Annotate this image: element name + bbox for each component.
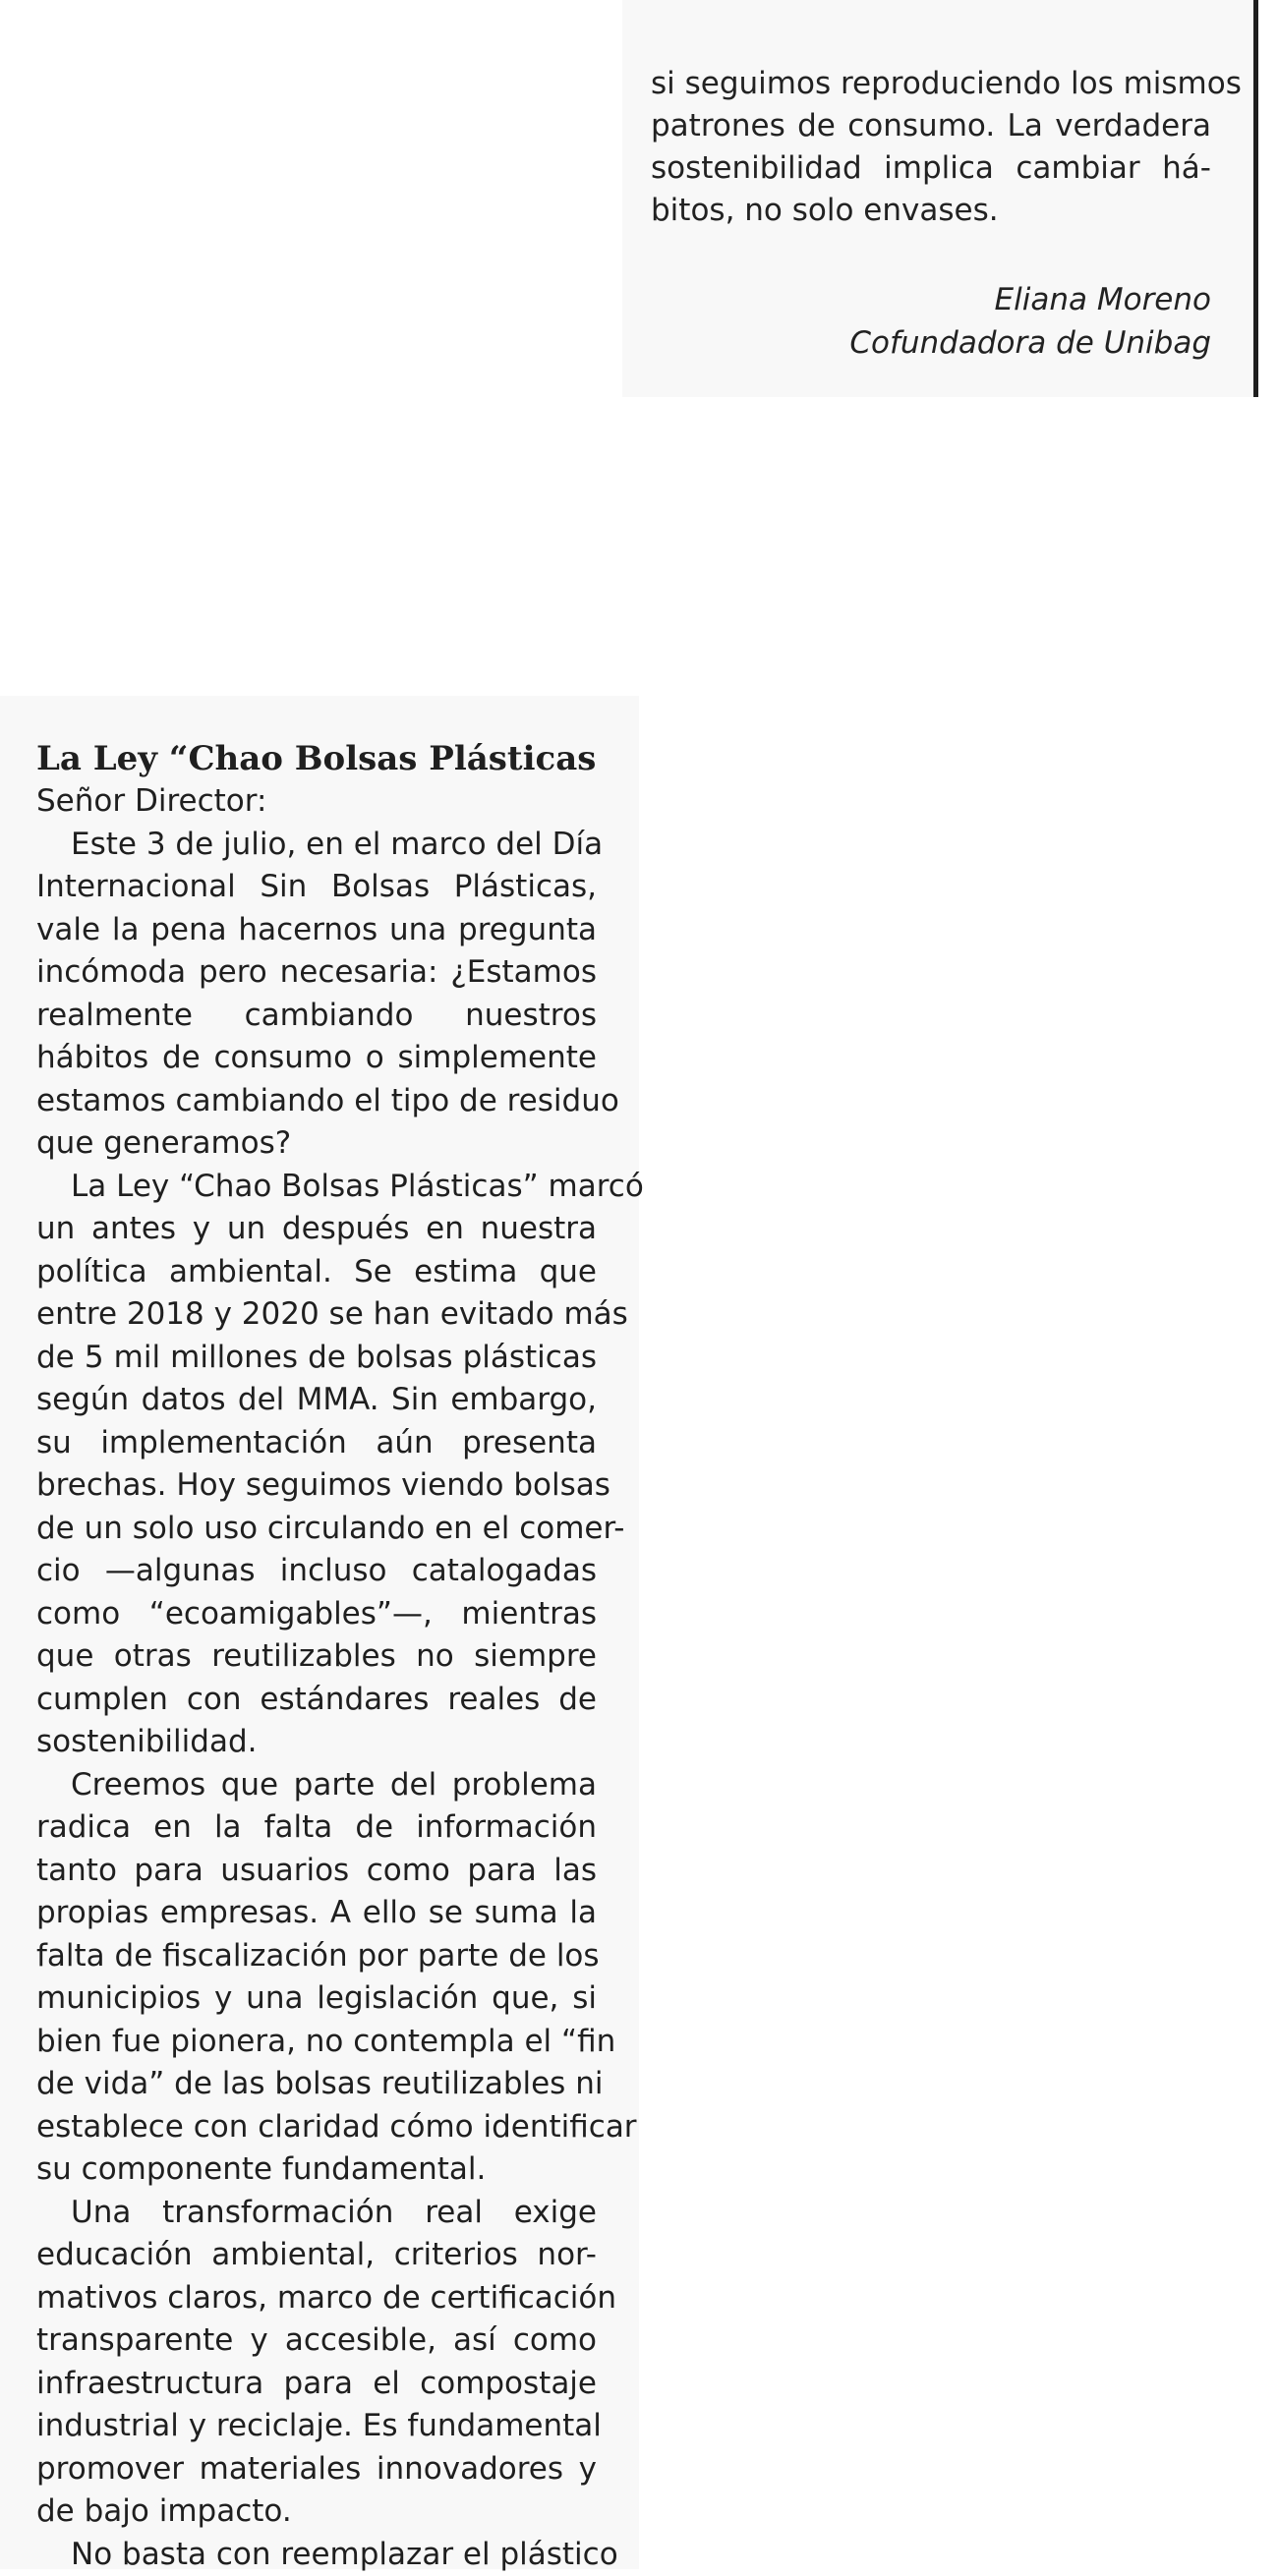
text-line: estamos cambiando el tipo de residuo (36, 1080, 597, 1123)
paragraph-1 (36, 824, 597, 1166)
previous-letter-signature (849, 278, 1211, 365)
text-line: bien fue pionera, no contempla el “fin (36, 2021, 597, 2064)
text-line: propias empresas. A ello se suma la (36, 1892, 597, 1935)
paragraph-2 (36, 1166, 597, 1764)
text-line: establece con claridad cómo identificar (36, 2106, 597, 2149)
paragraph-3 (36, 1764, 597, 2192)
text-line: que otras reutilizables no siempre (36, 1635, 597, 1679)
letter-title: La Ley “Chao Bolsas Plásticas (36, 737, 597, 780)
text-line: municipios y una legislación que, si (36, 1977, 597, 2021)
text-line: mativos claros, marco de certificación (36, 2277, 597, 2320)
text-line: de vida” de las bolsas reutilizables ni (36, 2063, 597, 2106)
text-line: Internacional Sin Bolsas Plásticas, (36, 866, 597, 909)
text-line: tanto para usuarios como para las (36, 1850, 597, 1893)
column-rule (1253, 0, 1258, 397)
signature-role: Cofundadora de Unibag (849, 321, 1211, 365)
text-line: cumplen con estándares reales de (36, 1679, 597, 1722)
text-line: falta de fiscalización por parte de los (36, 1935, 597, 1978)
signature-name: Eliana Moreno (849, 278, 1211, 321)
text-line: sostenibilidad. (36, 1721, 597, 1764)
text-line: promover materiales innovadores y (36, 2448, 597, 2491)
text-line: vale la pena hacernos una pregunta (36, 909, 597, 952)
text-line: radica en la falta de información (36, 1806, 597, 1850)
letter-salutation: Señor Director: (36, 780, 597, 824)
text-line: Este 3 de julio, en el marco del Día (36, 824, 597, 867)
text-line: su componente fundamental. (36, 2148, 597, 2192)
text-line: hábitos de consumo o simplemente (36, 1037, 597, 1080)
text-line: de un solo uso circulando en el comer- (36, 1508, 597, 1551)
text-line: si seguimos reproduciendo los mismos (651, 63, 1211, 105)
text-line: incómoda pero necesaria: ¿Estamos (36, 951, 597, 995)
text-line: como “ecoamigables”—, mientras (36, 1593, 597, 1636)
text-line: No basta con reemplazar el plástico (36, 2534, 597, 2576)
text-line: La Ley “Chao Bolsas Plásticas” marcó (36, 1166, 597, 1209)
text-line: realmente cambiando nuestros (36, 995, 597, 1038)
text-line: brechas. Hoy seguimos viendo bolsas (36, 1464, 597, 1508)
text-line: que generamos? (36, 1122, 597, 1166)
text-line: educación ambiental, criterios nor- (36, 2234, 597, 2277)
paragraph-4 (36, 2192, 597, 2534)
text-line: de 5 mil millones de bolsas plásticas (36, 1337, 597, 1380)
text-line: infraestructura para el compostaje (36, 2363, 597, 2406)
text-line: Una transformación real exige (36, 2192, 597, 2235)
text-line: según datos del MMA. Sin embargo, (36, 1379, 597, 1422)
text-line: transparente y accesible, así como (36, 2319, 597, 2363)
previous-letter-ending (651, 63, 1211, 232)
text-line: de bajo impacto. (36, 2490, 597, 2534)
paragraph-5 (36, 2534, 597, 2576)
text-line: su implementación aún presenta (36, 1422, 597, 1465)
text-line: entre 2018 y 2020 se han evitado más (36, 1293, 597, 1337)
text-line: cio —algunas incluso catalogadas (36, 1550, 597, 1593)
letter-to-editor (36, 737, 597, 2576)
text-line: un antes y un después en nuestra (36, 1208, 597, 1251)
text-line: patrones de consumo. La verdadera (651, 105, 1211, 147)
text-line: industrial y reciclaje. Es fundamental (36, 2405, 597, 2448)
text-line: política ambiental. Se estima que (36, 1251, 597, 1294)
text-line: bitos, no solo envases. (651, 190, 1211, 232)
text-line: sostenibilidad implica cambiar há- (651, 147, 1211, 190)
text-line: Creemos que parte del problema (36, 1764, 597, 1807)
